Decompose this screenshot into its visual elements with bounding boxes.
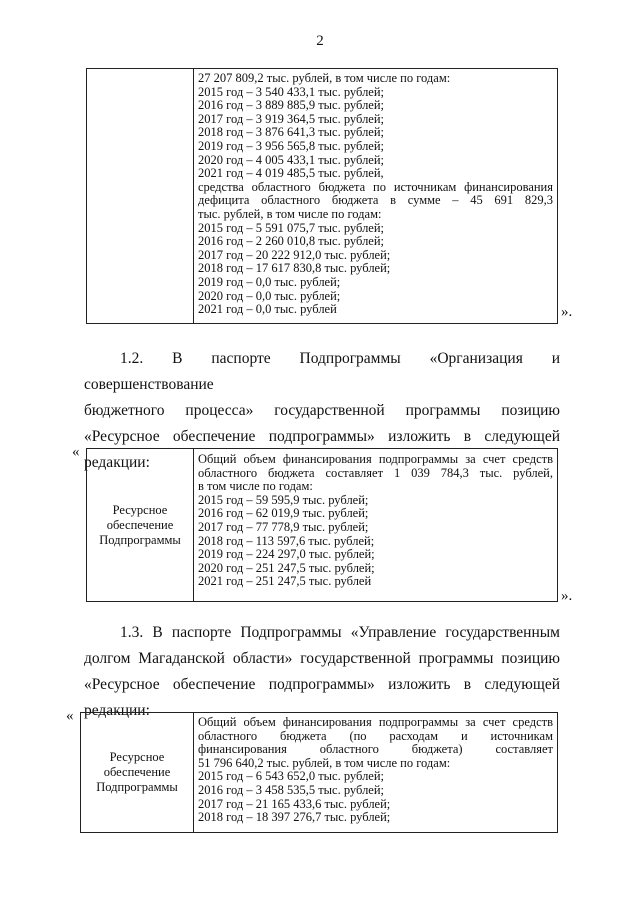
table-line: 2017 год – 20 222 912,0 тыс. рублей; [198, 248, 391, 262]
table-line: 2015 год – 59 595,9 тыс. рублей; [198, 493, 369, 507]
table-line: 2015 год – 3 540 433,1 тыс. рублей; [198, 85, 385, 99]
label-line: Ресурсное [112, 502, 168, 517]
resource-table-budget-process [86, 448, 558, 602]
table-line: 2018 год – 113 597,6 тыс. рублей; [198, 534, 375, 548]
table-line: 2019 год – 0,0 тыс. рублей; [198, 275, 341, 289]
table-line: 2016 год – 3 889 885,9 тыс. рублей; [198, 99, 385, 113]
paragraph-1-3-line1: 1.3. В паспорте Подпрограммы «Управление государственным [120, 624, 560, 641]
table-line: 2018 год – 18 397 276,7 тыс. рублей; [198, 811, 391, 825]
table-label-cell-empty [87, 69, 194, 324]
table-line: 2021 год – 251 247,5 тыс. рублей [198, 575, 372, 589]
table-line: 2016 год – 2 260 010,8 тыс. рублей; [198, 235, 385, 249]
table-line: средства областного бюджета по источникам финансирования [198, 180, 553, 194]
table-line: Общий объем финансирования подпрограммы за счет средств [198, 453, 553, 466]
table-line: 2015 год – 6 543 652,0 тыс. рублей; [198, 770, 385, 784]
table-line: 2019 год – 224 297,0 тыс. рублей; [198, 548, 375, 562]
table-line: 2021 год – 4 019 485,5 тыс. рублей, [198, 167, 384, 181]
table-value-cell [194, 713, 558, 833]
paragraph-1-3-body: долгом Магаданской области» государственной программы позицию «Ресурсное обеспечение подпрограммы» изложить в следующей редакции: [84, 650, 560, 719]
table-label-cell [87, 449, 194, 602]
table-line: 2017 год – 77 778,9 тыс. рублей; [198, 520, 369, 534]
page-number: 2 [316, 33, 324, 49]
label-line: Ресурсное [109, 750, 165, 764]
table-value-cell [194, 449, 558, 602]
table-line: областного бюджета составляет 1 039 784,3 тыс. рублей, [198, 466, 553, 480]
opening-quote: « [72, 444, 80, 460]
label-line: обеспечение [103, 765, 171, 779]
paragraph-1-2-line1: 1.2. В паспорте Подпрограммы «Организация и совершенствование [84, 350, 560, 393]
closing-quote: ». [561, 304, 573, 320]
table-line: Общий объем финансирования подпрограммы за счет средств [198, 716, 553, 729]
table-line: финансирования областного бюджета) составляет [198, 743, 553, 757]
table-line: 2019 год – 3 956 565,8 тыс. рублей; [198, 139, 385, 153]
table-line: 2015 год – 5 591 075,7 тыс. рублей; [198, 221, 385, 235]
table-line: 2016 год – 3 458 535,5 тыс. рублей; [198, 783, 385, 797]
table-line: 2017 год – 21 165 433,6 тыс. рублей; [198, 797, 391, 811]
table-line: 2018 год – 3 876 641,3 тыс. рублей; [198, 126, 385, 140]
table-label-cell [81, 713, 194, 833]
table-line: 2020 год – 0,0 тыс. рублей; [198, 289, 341, 303]
table-line: дефицита областного бюджета в сумме – 45 691 829,3 [198, 194, 553, 208]
table-line: 2017 год – 3 919 364,5 тыс. рублей; [198, 112, 385, 126]
paragraph-1-2-body: бюджетного процесса» государственной программы позицию «Ресурсное обеспечение подпрограммы» изложить в следующей редакции: [84, 402, 560, 471]
closing-quote: ». [561, 588, 573, 604]
table-line: областного бюджета (по расходам и источникам [198, 729, 553, 743]
table-line: тыс. рублей, в том числе по годам: [198, 207, 382, 221]
table-line: в том числе по годам: [198, 480, 313, 494]
table-line: 27 207 809,2 тыс. рублей, в том числе по годам: [198, 72, 451, 85]
table-line: 2020 год – 4 005 433,1 тыс. рублей; [198, 153, 385, 167]
resource-table-continuation [86, 68, 558, 324]
resource-table-debt-management [80, 712, 558, 833]
table-line: 2020 год – 251 247,5 тыс. рублей; [198, 561, 375, 575]
table-line: 2021 год – 0,0 тыс. рублей [198, 303, 337, 317]
table-line: 2018 год – 17 617 830,8 тыс. рублей; [198, 262, 391, 276]
label-line: Подпрограммы [99, 532, 181, 547]
table-line: 51 796 640,2 тыс. рублей, в том числе по годам: [198, 756, 451, 770]
label-line: Подпрограммы [96, 780, 178, 794]
label-line: обеспечение [106, 517, 174, 532]
table-line: 2016 год – 62 019,9 тыс. рублей; [198, 507, 369, 521]
paragraph-1-3 [84, 620, 560, 724]
table-value-cell [194, 69, 558, 324]
opening-quote: « [66, 708, 74, 724]
